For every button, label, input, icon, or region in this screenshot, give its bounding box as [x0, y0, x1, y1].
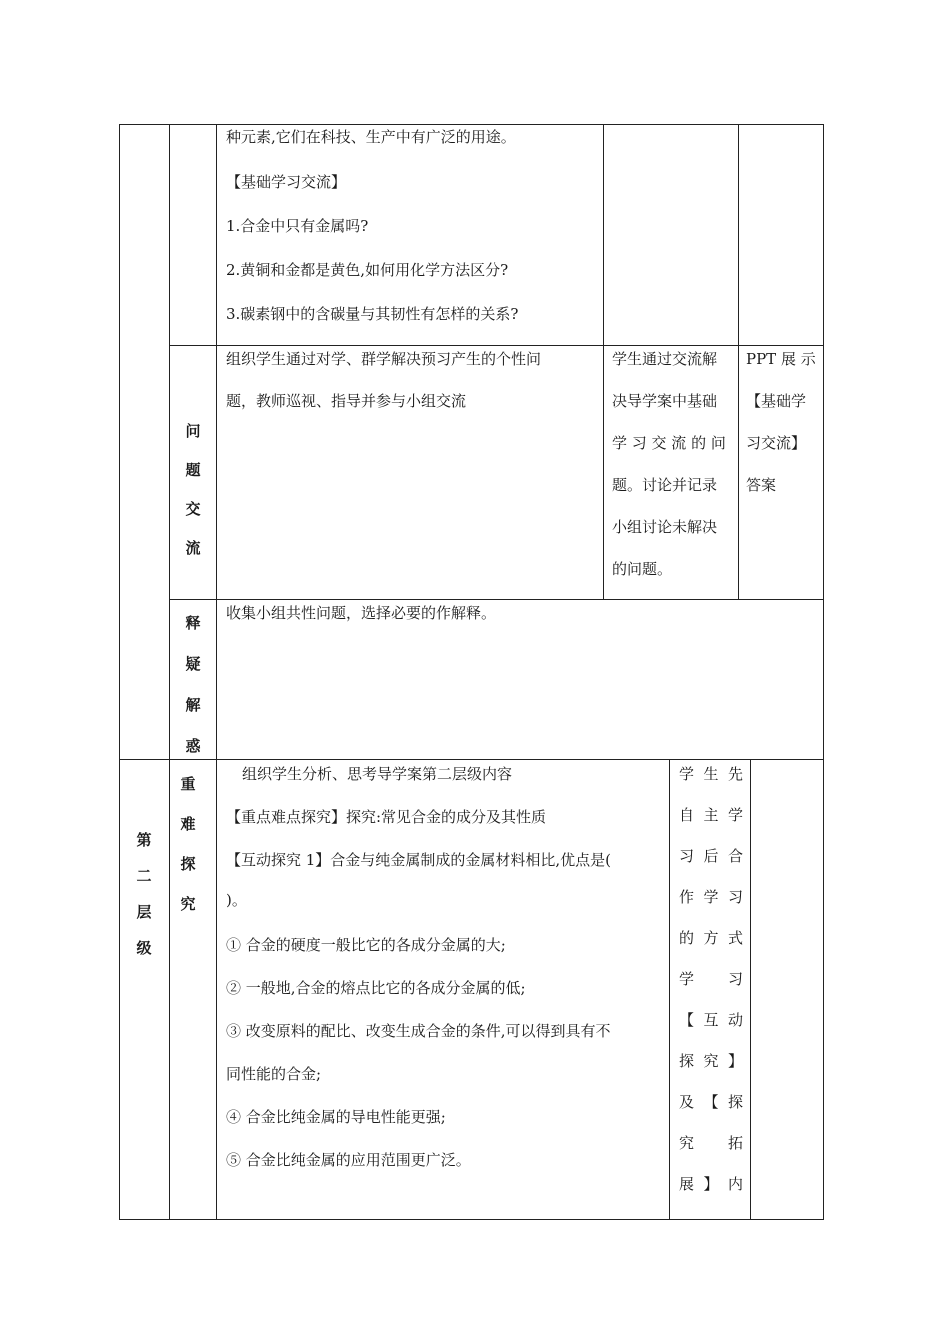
student-text-line: 学生通过交流解 [612, 350, 718, 368]
intro-tail-text: 种元素,它们在科技、生产中有广泛的用途。 [226, 128, 516, 146]
teacher-activity-clarify [216, 599, 823, 759]
student-key-line: 究 拓 [679, 1134, 743, 1152]
key-text-line: ① 合金的硬度一般比它的各成分金属的大; [226, 936, 506, 954]
media-text-line: 习交流】 [746, 434, 807, 452]
section-label-key-difficulty: 重 难 探 究 [180, 775, 196, 913]
key-text-line: ③ 改变原料的配比、改变生成合金的条件,可以得到具有不 [226, 1022, 611, 1040]
media-text-line: 【基础学 [746, 392, 807, 410]
student-key-line: 及 【 探 [679, 1093, 743, 1111]
question-3: 3.碳素钢中的含碳量与其韧性有怎样的关系? [226, 305, 519, 323]
teacher-text-line-1: 组织学生通过对学、群学解决预习产生的个性问 [226, 350, 542, 368]
teacher-text-line-2: 题，教师巡视、指导并参与小组交流 [226, 392, 467, 410]
basic-learning-cell [216, 124, 603, 345]
key-text-line: 【互动探究 1】合金与纯金属制成的金属材料相比,优点是( [226, 851, 611, 869]
student-key-line: 展 】 内 [679, 1175, 743, 1193]
student-text-line: 学 习 交 流 的 问 [612, 434, 726, 452]
student-activity-key-difficulty [669, 759, 750, 1219]
key-text-line: ⑤ 合金比纯金属的应用范围更广泛。 [226, 1151, 471, 1169]
key-text-line: ④ 合金比纯金属的导电性能更强; [226, 1108, 446, 1126]
student-key-line: 自 主 学 [679, 806, 743, 824]
clarify-text-line-1: 收集小组共性问题，选择必要的作解释。 [226, 604, 497, 622]
student-text-line: 小组讨论未解决 [612, 518, 718, 536]
student-text-line: 决导学案中基础 [612, 392, 718, 410]
student-key-line: 【 互 动 [679, 1011, 743, 1029]
level-label-second: 第 二 层 级 [136, 831, 152, 957]
key-text-line: ② 一般地,合金的熔点比它的各成分金属的低; [226, 979, 526, 997]
student-key-line: 习 后 合 [679, 847, 743, 865]
section-label-clarify: 释 疑 解 惑 [185, 614, 201, 755]
student-key-line: 探 究 】 [679, 1052, 743, 1070]
key-text-line: )。 [226, 891, 247, 909]
student-key-line: 学 生 先 [679, 765, 743, 783]
student-key-line: 作 学 习 [679, 888, 743, 906]
student-activity-problem-exchange [603, 345, 738, 599]
media-text-line: PPT 展 示 [746, 350, 816, 368]
key-text-line: 组织学生分析、思考导学案第二层级内容 [242, 765, 513, 783]
key-text-line: 【重点难点探究】探究:常见合金的成分及其性质 [226, 808, 547, 826]
student-text-line: 的问题。 [612, 560, 673, 578]
student-key-line: 学 习 [679, 970, 743, 988]
media-text-line: 答案 [746, 476, 777, 494]
basic-learning-heading: 【基础学习交流】 [226, 173, 347, 191]
question-2: 2.黄铜和金都是黄色,如何用化学方法区分? [226, 261, 509, 279]
question-1: 1.合金中只有金属吗? [226, 217, 369, 235]
media-cell-problem-exchange [738, 345, 823, 599]
section-label-problem-exchange: 问 题 交 流 [185, 422, 201, 557]
student-text-line: 题。讨论并记录 [612, 476, 718, 494]
key-text-line: 同性能的合金; [226, 1065, 322, 1083]
teacher-activity-problem-exchange [216, 345, 603, 599]
student-key-line: 的 方 式 [679, 929, 743, 947]
teacher-activity-key-difficulty [216, 759, 669, 1219]
